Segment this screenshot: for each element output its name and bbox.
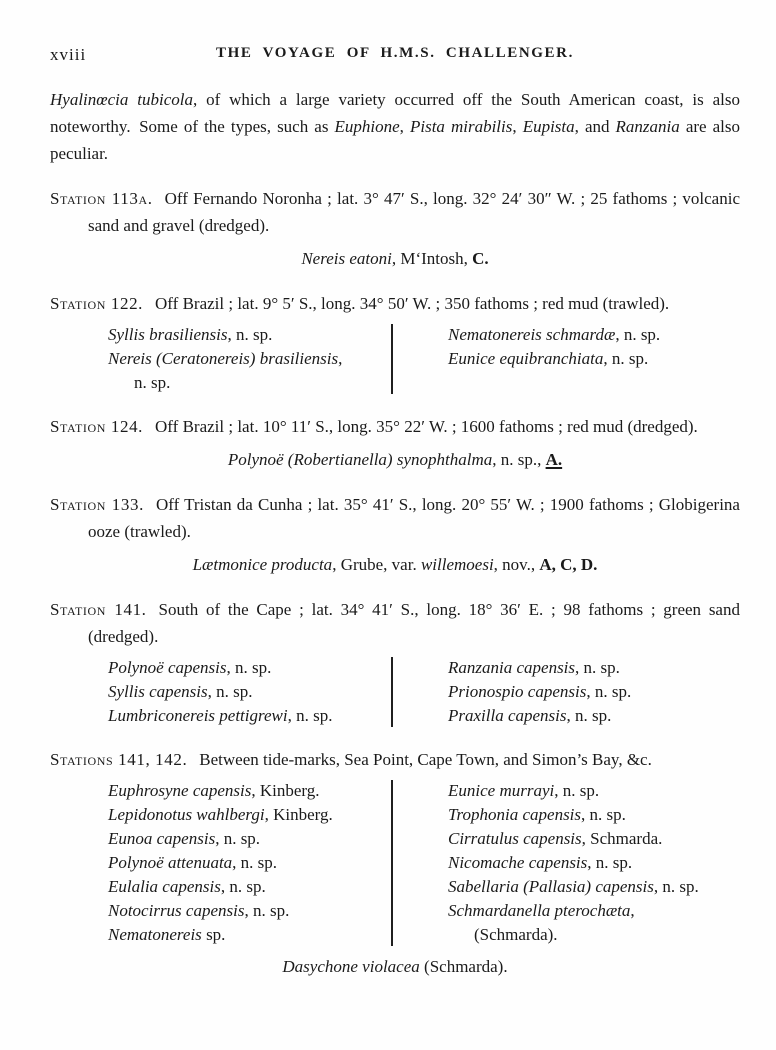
station-label: Station 133. [50,495,144,514]
species-column-left [108,779,391,947]
station-label: Station 124. [50,417,144,436]
station-description: Off Fernando Noronha ; lat. 3° 47′ S., long. 32° 24′ 30″ W. ; 25 fathoms ; volcanic sand and gravel (dredged). [88,189,740,235]
station-label: Station 141. [50,600,147,619]
species-center-line: Lætmonice producta, Grube, var. willemoesi, nov., A, C, D. [192,555,598,574]
station-133 [50,491,740,578]
species-columns [108,779,740,947]
species-item: Trophonia capensis, n. sp. [448,805,626,824]
species-item: Eunice equibranchiata, n. sp. [448,349,649,368]
species-item: Polynoë attenuata, n. sp. [108,853,278,872]
station-description: Off Brazil ; lat. 10° 11′ S., long. 35° 22′ W. ; 1600 fathoms ; red mud (dredged). [155,417,698,436]
column-divider [391,780,393,946]
station-heading [50,596,740,650]
species-item: Ranzania capensis, n. sp. [448,658,620,677]
station-124 [50,413,740,473]
running-head [50,40,740,64]
species-item: Eunoa capensis, n. sp. [108,829,261,848]
column-divider [391,324,393,394]
species-columns [108,656,740,728]
species-center-line: Polynoë (Robertianella) synophthalma, n. sp., A. [227,450,563,469]
station-heading [50,491,740,545]
station-heading [50,185,740,239]
species-item: Sabellaria (Pallasia) capensis, n. sp. [448,877,699,896]
column-divider [391,657,393,727]
station-141 [50,596,740,728]
station-description: South of the Cape ; lat. 34° 41′ S., long. 18° 36′ E. ; 98 fathoms ; green sand (dredged). [88,600,740,646]
station-label: Stations 141, 142. [50,750,188,769]
species-item: Schmardanella pterochæta, (Schmarda). [448,901,635,944]
station-heading [50,413,740,440]
species-column-right [448,656,740,728]
station-description: Off Tristan da Cunha ; lat. 35° 41′ S., long. 20° 55′ W. ; 1900 fathoms ; Globigerina ooze (trawled). [88,495,740,541]
species-item: Eunice murrayi, n. sp. [448,781,600,800]
species-item: Lumbriconereis pettigrewi, n. sp. [108,706,333,725]
species-item: Lepidonotus wahlbergi, Kinberg. [108,805,333,824]
species-item: Notocirrus capensis, n. sp. [108,901,290,920]
species-item: Euphrosyne capensis, Kinberg. [108,781,320,800]
species-column-right [448,323,740,395]
species-item: Nematonereis schmardæ, n. sp. [448,325,661,344]
station-label: Station 122. [50,294,144,313]
species-item: Praxilla capensis, n. sp. [448,706,612,725]
species-item: Syllis brasiliensis, n. sp. [108,325,273,344]
page-number: xviii [50,45,87,64]
species-center-line: Dasychone violacea (Schmarda). [282,957,508,976]
station-122 [50,290,740,395]
stations-141-142 [50,746,740,980]
species-item: Prionospio capensis, n. sp. [448,682,632,701]
species-center-line: Nereis eatoni, M‘Intosh, C. [301,249,489,268]
station-label: Station 113a. [50,189,153,208]
species-item: Nematonereis sp. [108,925,226,944]
species-item: Nicomache capensis, n. sp. [448,853,633,872]
station-description: Off Brazil ; lat. 9° 5′ S., long. 34° 50′ W. ; 350 fathoms ; red mud (trawled). [155,294,670,313]
intro-paragraph: Hyalinœcia tubicola, of which a large variety occurred off the South American coast, is also noteworthy. Some of the types, such as Euphione, Pista mirabilis, Eupista, and Ranzania are also peculiar. [50,90,741,163]
station-113a [50,185,740,272]
station-heading [50,746,740,773]
species-column-right [448,779,740,947]
species-column-left [108,656,391,728]
species-item: Cirratulus capensis, Schmarda. [448,829,663,848]
station-heading [50,290,740,317]
species-item: Eulalia capensis, n. sp. [108,877,266,896]
species-item: Polynoë capensis, n. sp. [108,658,272,677]
species-columns [108,323,740,395]
station-description: Between tide-marks, Sea Point, Cape Town, and Simon’s Bay, &c. [199,750,652,769]
species-column-left [108,323,391,395]
running-title: THE VOYAGE OF H.M.S. CHALLENGER. [216,45,574,61]
species-item: Nereis (Ceratonereis) brasiliensis, n. sp. [108,349,343,392]
species-item: Syllis capensis, n. sp. [108,682,253,701]
